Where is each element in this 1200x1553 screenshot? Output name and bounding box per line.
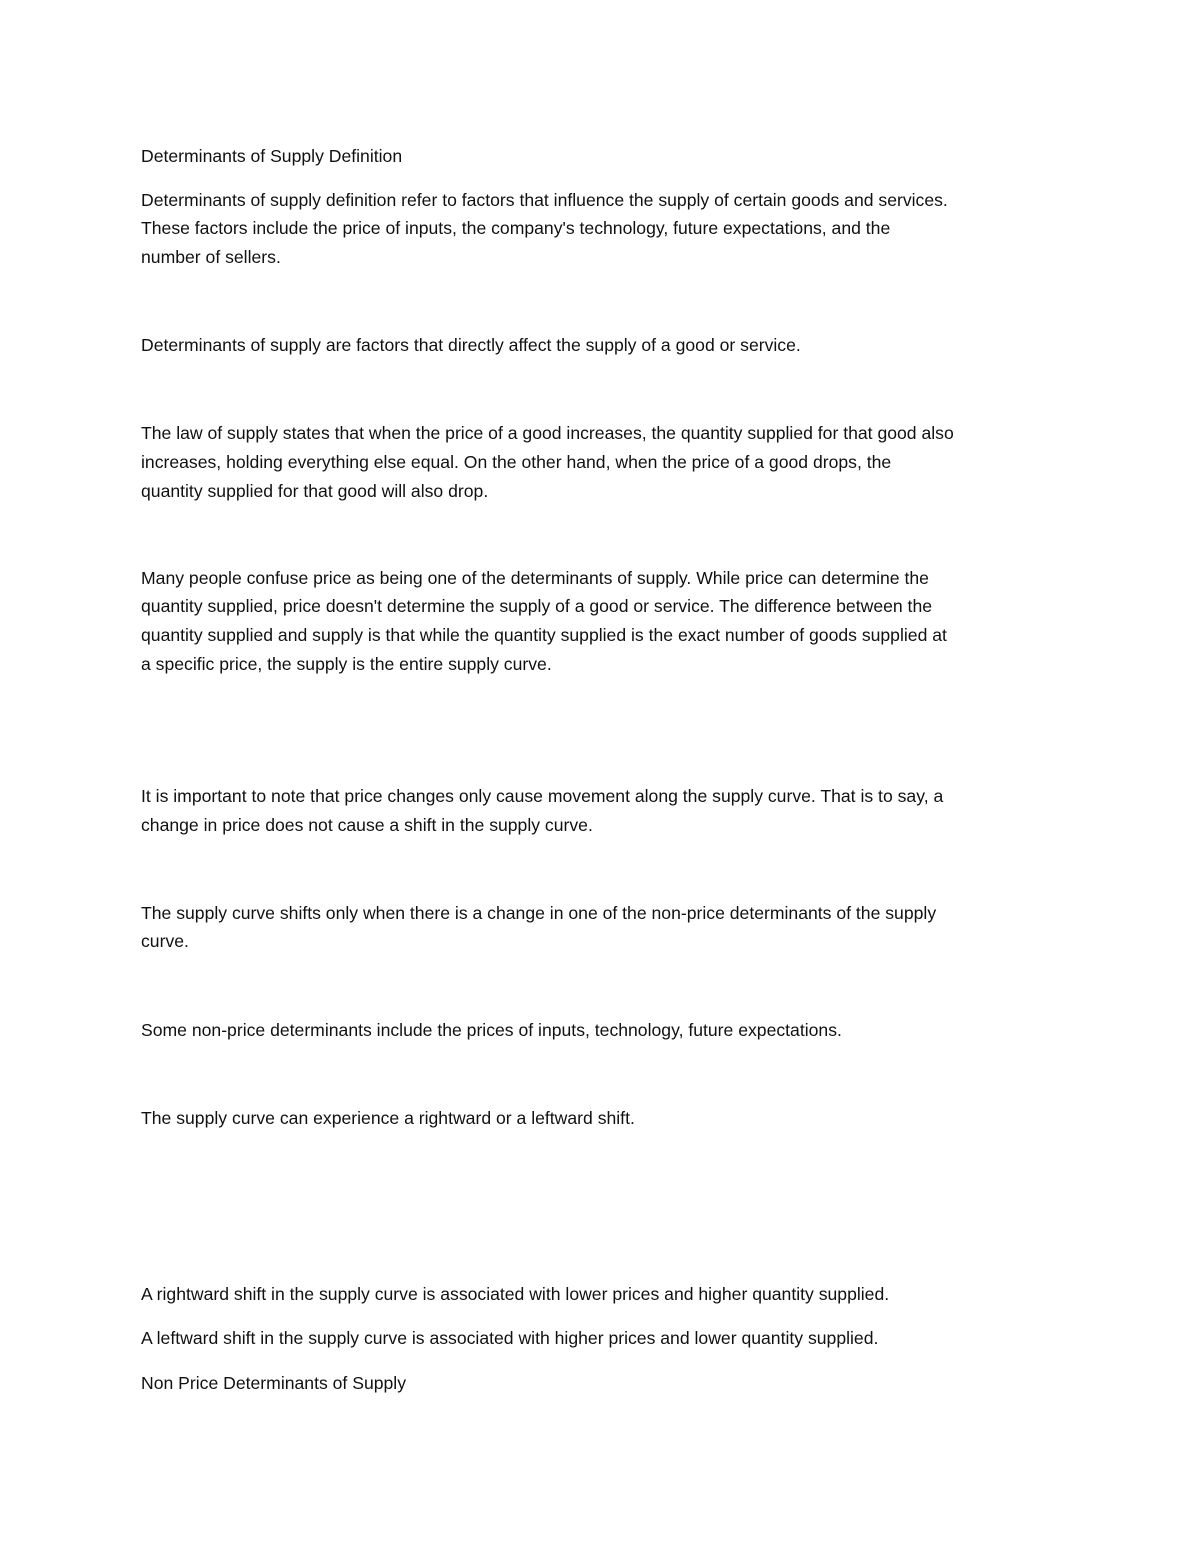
- paragraph-line: A leftward shift in the supply curve is associated with higher prices and lower quantity supplied.: [141, 1328, 879, 1348]
- paragraph-line: a specific price, the supply is the entire supply curve.: [141, 654, 552, 674]
- paragraph-line: quantity supplied and supply is that while the quantity supplied is the exact number of goods supplied at: [141, 625, 947, 645]
- section-heading: Non Price Determinants of Supply: [141, 1373, 407, 1393]
- paragraph-line: Determinants of supply are factors that directly affect the supply of a good or service.: [141, 335, 801, 355]
- paragraph-line: The supply curve shifts only when there is a change in one of the non-price determinants of the supply: [141, 903, 937, 923]
- paragraph-line: The supply curve can experience a rightward or a leftward shift.: [141, 1108, 635, 1128]
- paragraph-line: A rightward shift in the supply curve is associated with lower prices and higher quantity supplied.: [141, 1284, 890, 1304]
- paragraph-line: change in price does not cause a shift in the supply curve.: [141, 815, 593, 835]
- paragraph-line: increases, holding everything else equal. On the other hand, when the price of a good drops, the: [141, 452, 892, 472]
- paragraph-line: Some non-price determinants include the prices of inputs, technology, future expectations.: [141, 1020, 842, 1040]
- paragraph-line: Determinants of supply definition refer to factors that influence the supply of certain goods and services.: [141, 190, 948, 210]
- paragraph-line: The law of supply states that when the price of a good increases, the quantity supplied for that good also: [141, 423, 954, 443]
- paragraph-line: number of sellers.: [141, 247, 281, 267]
- paragraph-line: quantity supplied, price doesn't determine the supply of a good or service. The difference between the: [141, 596, 933, 616]
- paragraph-line: quantity supplied for that good will also drop.: [141, 481, 489, 501]
- document-title: Determinants of Supply Definition: [141, 146, 403, 166]
- paragraph-line: curve.: [141, 931, 189, 951]
- paragraph-line: Many people confuse price as being one of the determinants of supply. While price can determine the: [141, 568, 929, 588]
- paragraph-line: It is important to note that price changes only cause movement along the supply curve. That is to say, a: [141, 786, 944, 806]
- paragraph-line: These factors include the price of inputs, the company's technology, future expectations, and the: [141, 218, 891, 238]
